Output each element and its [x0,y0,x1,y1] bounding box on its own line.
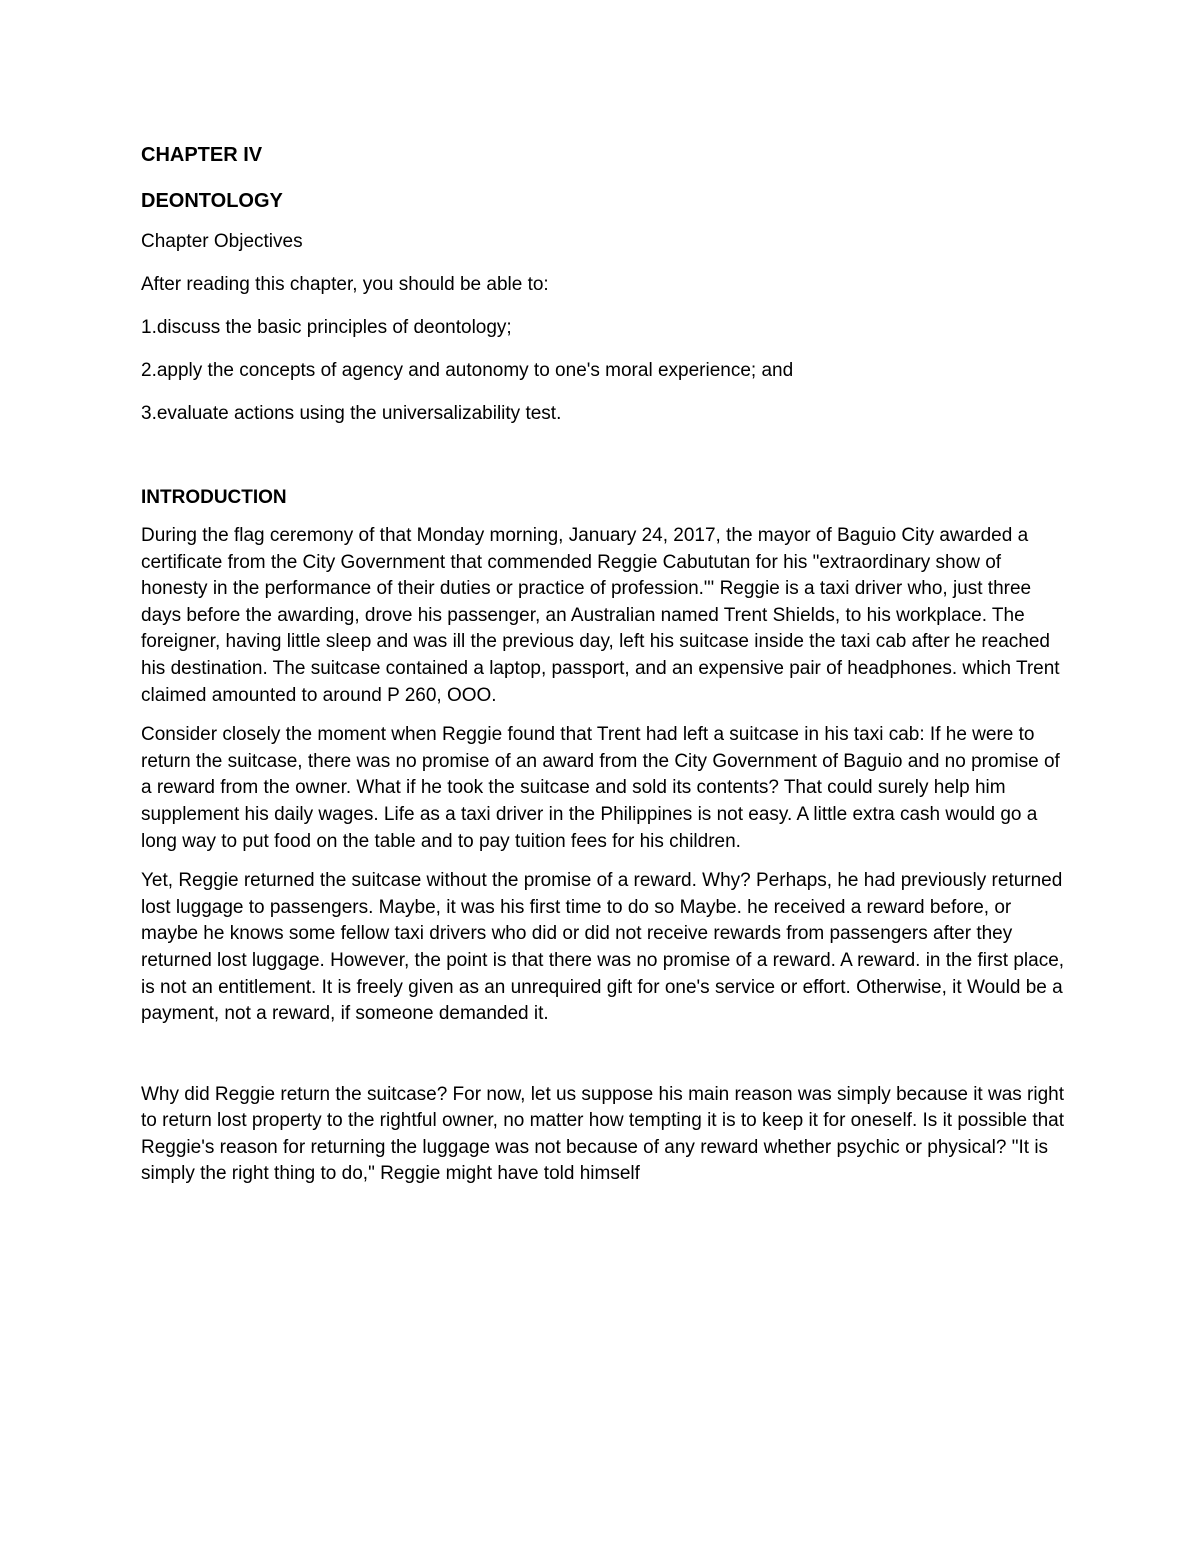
objective-item: 1.discuss the basic principles of deontology; [141,317,512,338]
objective-item: 3.evaluate actions using the universalizability test. [141,403,562,424]
objectives-heading: Chapter Objectives [141,231,303,252]
document-page [141,140,1071,1201]
body-paragraph: Why did Reggie return the suitcase? For now, let us suppose his main reason was simply because it was right to return lost property to the rightful owner, no matter how tempting it is to keep it for oneself. Is it possible that Reggie's reason for returning the luggage was not because of any reward whether psychic or physical? "It is simply the right thing to do," Reggie might have told himself [141,1083,1065,1185]
paragraph-spacer [141,1041,1071,1082]
objectives-intro: After reading this chapter, you should be able to: [141,274,549,295]
body-paragraph: Yet, Reggie returned the suitcase without the promise of a reward. Why? Perhaps, he had previously returned lost luggage to passengers. Maybe, it was his first time to do so Maybe. he received a reward before, or maybe he knows some fellow taxi drivers who did or did not receive rewards from passengers after they returned lost luggage. However, the point is that there was no promise of a reward. A reward. in the first place, is not an entitlement. It is freely given as an unrequired gift for one's service or effort. Otherwise, it Would be a payment, not a reward, if someone demanded it. [141,870,1065,1025]
objective-item: 2.apply the concepts of agency and autonomy to one's moral experience; and [141,360,794,381]
body-paragraph: Consider closely the moment when Reggie found that Trent had left a suitcase in his taxi cab: If he were to return the suitcase, there was no promise of an award from the City Government of Baguio and no promise of a reward from the owner. What if he took the suitcase and sold its contents? That could surely help him supplement his daily wages. Life as a taxi driver in the Philippines is not easy. A little extra cash would go a long way to put food on the table and to pay tuition fees for his children. [141,724,1060,852]
chapter-label: CHAPTER IV [141,144,263,166]
section-spacer [141,443,1071,483]
section-heading-introduction: INTRODUCTION [141,487,287,508]
chapter-title: DEONTOLOGY [141,190,283,212]
body-paragraph: During the flag ceremony of that Monday morning, January 24, 2017, the mayor of Baguio City awarded a certificate from the City Government that commended Reggie Cabututan for his "extraordinary show of honesty in the performance of their duties or practice of profession."' Reggie is a taxi driver who, just three days before the awarding, drove his passenger, an Australian named Trent Shields, to his workplace. The foreigner, having little sleep and was ill the previous day, left his suitcase inside the taxi cab after he reached his destination. The suitcase contained a laptop, passport, and an expensive pair of headphones. which Trent claimed amounted to around P 260, OOO. [141,525,1060,706]
